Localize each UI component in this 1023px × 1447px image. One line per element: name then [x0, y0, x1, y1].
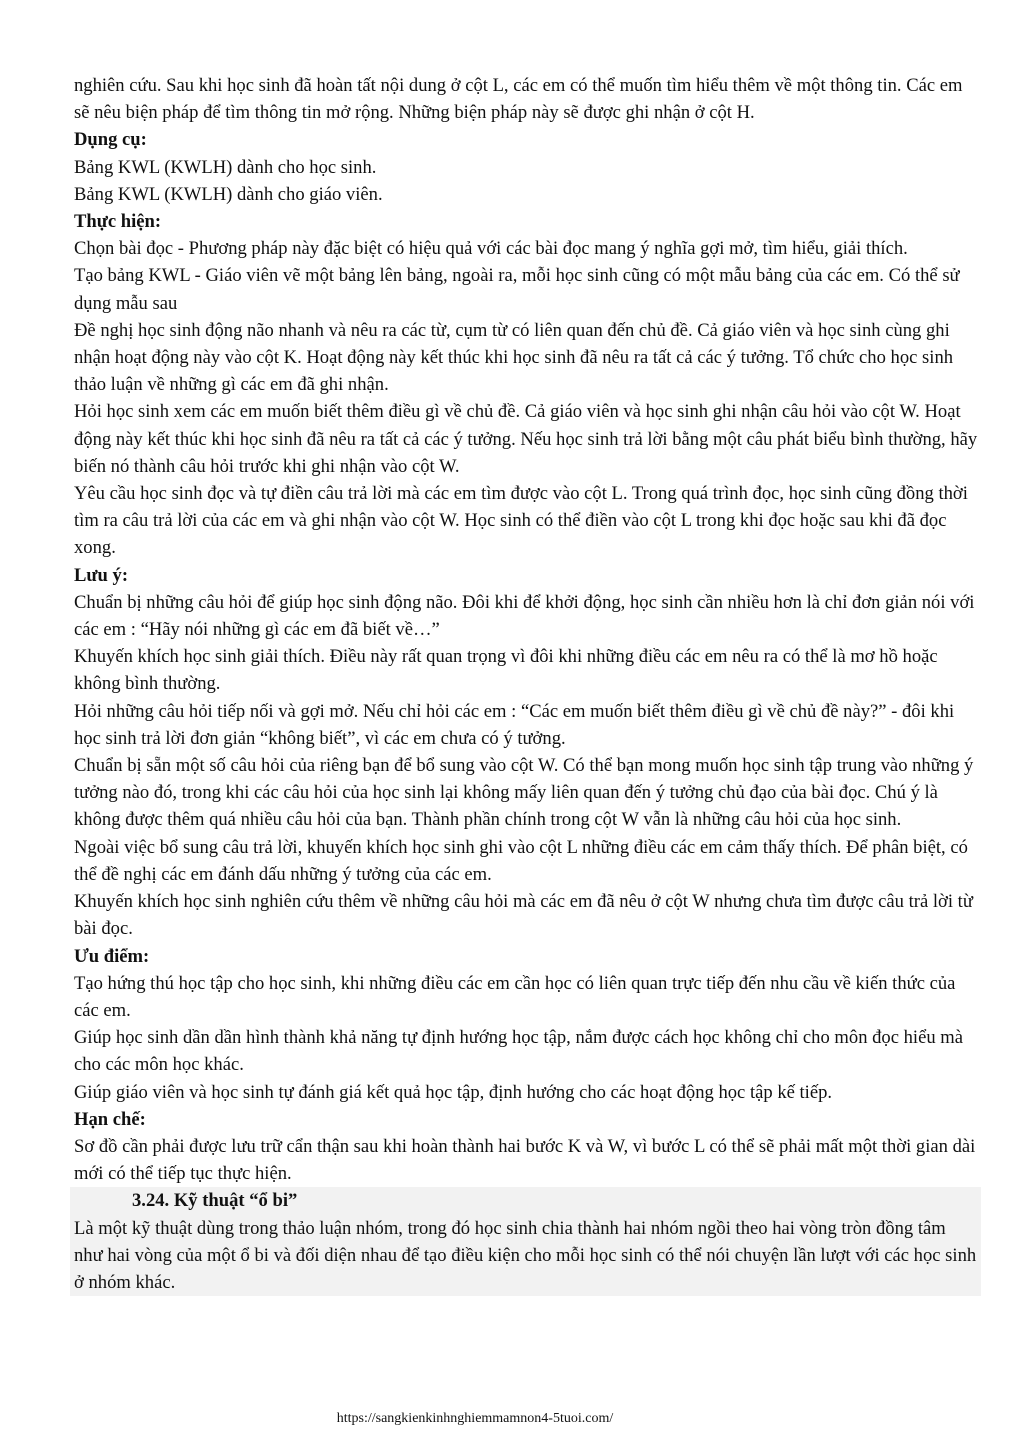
section-body: Là một kỹ thuật dùng trong thảo luận nhóm, trong đó học sinh chia thành hai nhóm ngồi theo hai vòng tròn đồng tâm như hai vòng của một ổ bi và đối diện nhau để tạo điều kiện cho mỗi học sinh có thể nói chuyện lần lượt với các học sinh ở nhóm khác. [74, 1217, 977, 1293]
paragraph: Tạo hứng thú học tập cho học sinh, khi những điều các em cần học có liên quan trực tiếp đến nhu cầu về kiến thức của các em. [74, 972, 956, 1021]
paragraph: Khuyến khích học sinh nghiên cứu thêm về những câu hỏi mà các em đã nêu ở cột W nhưng chưa tìm được câu trả lời từ bài đọc. [74, 891, 973, 940]
footer-url: https://sangkienkinhnghiemmamnon4-5tuoi.com/ [336, 1411, 614, 1426]
paragraph: Ngoài việc bổ sung câu trả lời, khuyến khích học sinh ghi vào cột L những điều các em cảm thấy thích. Để phân biệt, có thể đề nghị các em đánh dấu những ý tưởng của các em. [74, 836, 968, 885]
paragraph: Hỏi những câu hỏi tiếp nối và gợi mở. Nếu chỉ hỏi các em : “Các em muốn biết thêm điều gì về chủ đề này?” - đôi khi học sinh trả lời đơn giản “không biết”, vì các em chưa có ý tưởng. [74, 700, 955, 749]
paragraph: Chuẩn bị sẵn một số câu hỏi của riêng bạn để bổ sung vào cột W. Có thể bạn mong muốn học sinh tập trung vào những ý tưởng nào đó, trong khi các câu hỏi của học sinh lại không mấy liên quan đến ý tưởng chủ đạo của bài đọc. Chú ý là không được thêm quá nhiều câu hỏi của bạn. Thành phần chính trong cột W vẫn là những câu hỏi của học sinh. [74, 755, 974, 831]
intro-paragraph: nghiên cứu. Sau khi học sinh đã hoàn tất nội dung ở cột L, các em có thể muốn tìm hiểu thêm về một thông tin. Các em sẽ nêu biện pháp để tìm thông tin mở rộng. Những biện pháp này sẽ được ghi nhận ở cột H. [74, 75, 963, 124]
paragraph: Bảng KWL (KWLH) dành cho học sinh. [74, 156, 377, 178]
paragraph: Tạo bảng KWL - Giáo viên vẽ một bảng lên bảng, ngoài ra, mỗi học sinh cũng có một mẫu bảng của các em. Có thể sử dụng mẫu sau [74, 265, 960, 314]
paragraph: Giúp giáo viên và học sinh tự đánh giá kết quả học tập, định hướng cho các hoạt động học tập kế tiếp. [74, 1081, 833, 1103]
paragraph: Khuyến khích học sinh giải thích. Điều này rất quan trọng vì đôi khi những điều các em nêu ra có thể là mơ hồ hoặc không bình thường. [74, 646, 938, 695]
heading-uu-diem: Ưu điểm: [74, 945, 150, 967]
heading-han-che: Hạn chế: [74, 1108, 146, 1130]
section-title: 3.24. Kỹ thuật “ổ bi” [132, 1190, 298, 1212]
paragraph: Bảng KWL (KWLH) dành cho giáo viên. [74, 183, 383, 205]
heading-luu-y: Lưu ý: [74, 564, 129, 586]
paragraph: Chuẩn bị những câu hỏi để giúp học sinh động não. Đôi khi để khởi động, học sinh cần nhiều hơn là chỉ đơn giản nói với các em : “Hãy nói những gì các em đã biết về…” [74, 591, 975, 641]
shaded-section [70, 1187, 981, 1296]
paragraph: Đề nghị học sinh động não nhanh và nêu ra các từ, cụm từ có liên quan đến chủ đề. Cả giáo viên và học sinh cùng ghi nhận hoạt động này vào cột K. Hoạt động này kết thúc khi học sinh đã nêu ra tất cả các ý tưởng. Tổ chức cho học sinh thảo luận về những gì các em đã ghi nhận. [74, 319, 954, 396]
paragraph: Giúp học sinh dần dần hình thành khả năng tự định hướng học tập, nắm được cách học không chỉ cho môn đọc hiểu mà cho các môn học khác. [74, 1027, 964, 1076]
paragraph: Chọn bài đọc - Phương pháp này đặc biệt có hiệu quả với các bài đọc mang ý nghĩa gợi mở, tìm hiểu, giải thích. [74, 238, 908, 260]
paragraph: Hỏi học sinh xem các em muốn biết thêm điều gì về chủ đề. Cả giáo viên và học sinh ghi nhận câu hỏi vào cột W. Hoạt động này kết thúc khi học sinh đã nêu ra tất cả các ý tưởng. Nếu học sinh trả lời bằng một câu phát biểu bình thường, hãy biến nó thành câu hỏi trước khi ghi nhận vào cột W. [74, 401, 978, 477]
heading-dung-cu: Dụng cụ: [74, 129, 147, 151]
heading-thuc-hien: Thực hiện: [74, 211, 162, 233]
paragraph: Sơ đồ cần phải được lưu trữ cẩn thận sau khi hoàn thành hai bước K và W, vì bước L có thể sẽ phải mất một thời gian dài mới có thể tiếp tục thực hiện. [74, 1135, 976, 1185]
paragraph: Yêu cầu học sinh đọc và tự điền câu trả lời mà các em tìm được vào cột L. Trong quá trình đọc, học sinh cũng đồng thời tìm ra câu trả lời của các em và ghi nhận vào cột W. Học sinh có thể điền vào cột L trong khi đọc hoặc sau khi đã đọc xong. [74, 483, 968, 559]
document-page [74, 72, 979, 1296]
